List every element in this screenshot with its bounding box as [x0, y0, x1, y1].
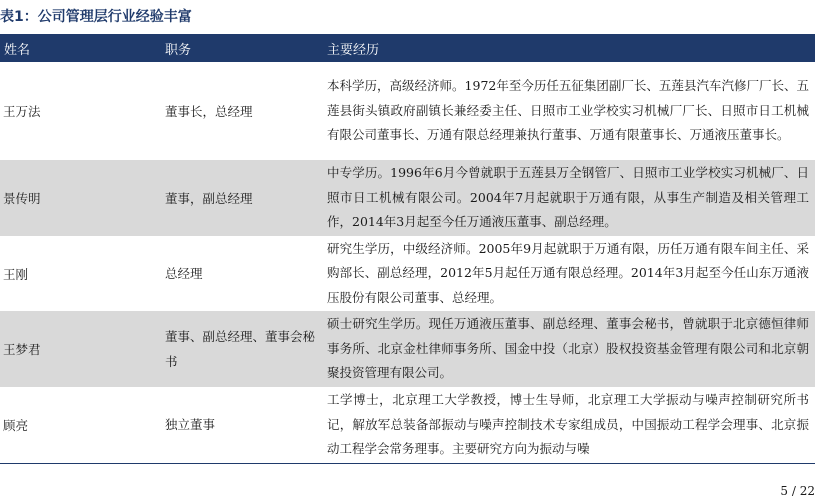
row-experience: 中专学历。1996年6月今曾就职于五莲县万全钢管厂、日照市工业学校实习机械厂、日照市日工机械有限公司。2004年7月起就职于万通有限，从事生产制造及相关管理工作，2014年3月起至今任万通液压董事、副总经理。 [327, 165, 809, 230]
row-name: 王刚 [3, 266, 29, 282]
header-experience: 主要经历 [327, 42, 380, 58]
row-position: 董事、副总经理、董事会秘书 [165, 329, 316, 369]
row-experience: 工学博士，北京理工大学教授，博士生导师，北京理工大学振动与噪声控制研究所书记，解放军总装备部振动与噪声控制技术专家组成员，中国振动工程学会理事、北京振动工程学会常务理事。主要研究方向为振动与噪 [327, 392, 809, 456]
row-name: 景传明 [3, 191, 41, 206]
table-row [0, 62, 815, 160]
row-position: 董事，副总经理 [165, 190, 253, 206]
row-name: 王万法 [3, 104, 41, 119]
row-position: 董事长，总经理 [165, 103, 253, 119]
row-name: 顾亮 [3, 417, 29, 433]
management-table [0, 34, 815, 464]
header-position: 职务 [165, 42, 192, 58]
row-position: 独立董事 [165, 417, 216, 433]
row-position: 总经理 [165, 266, 203, 281]
table-row [0, 236, 815, 311]
table-row [0, 387, 815, 463]
row-experience: 硕士研究生学历。现任万通液压董事、副总经理、董事会秘书，曾就职于北京德恒律师事务所、北京金杜律师事务所、国金中投（北京）股权投资基金管理有限公司和北京朝聚投资管理有限公司。 [327, 316, 809, 381]
page-number: 5 / 22 [780, 484, 815, 498]
table-row [0, 160, 815, 236]
header-name: 姓名 [4, 42, 31, 58]
row-experience: 研究生学历，中级经济师。2005年9月起就职于万通有限，历任万通有限车间主任、采购部长、副总经理，2012年5月起任万通有限总经理。2014年3月起至今任山东万通液压股份有限公司董事、总经理。 [327, 240, 809, 305]
table-title: 表1：公司管理层行业经验丰富 [0, 9, 192, 25]
row-experience: 本科学历，高级经济师。1972年至今历任五征集团副厂长、五莲县汽车汽修厂厂长、五莲县街头镇政府副镇长兼经委主任、日照市工业学校实习机械厂厂长、日照市日工机械有限公司董事长、万通有限总经理兼执行董事、万通有限董事长、万通液压董事长。 [327, 78, 809, 143]
table-header-row [0, 34, 815, 62]
row-name: 王梦君 [3, 342, 41, 357]
table-row [0, 311, 815, 387]
